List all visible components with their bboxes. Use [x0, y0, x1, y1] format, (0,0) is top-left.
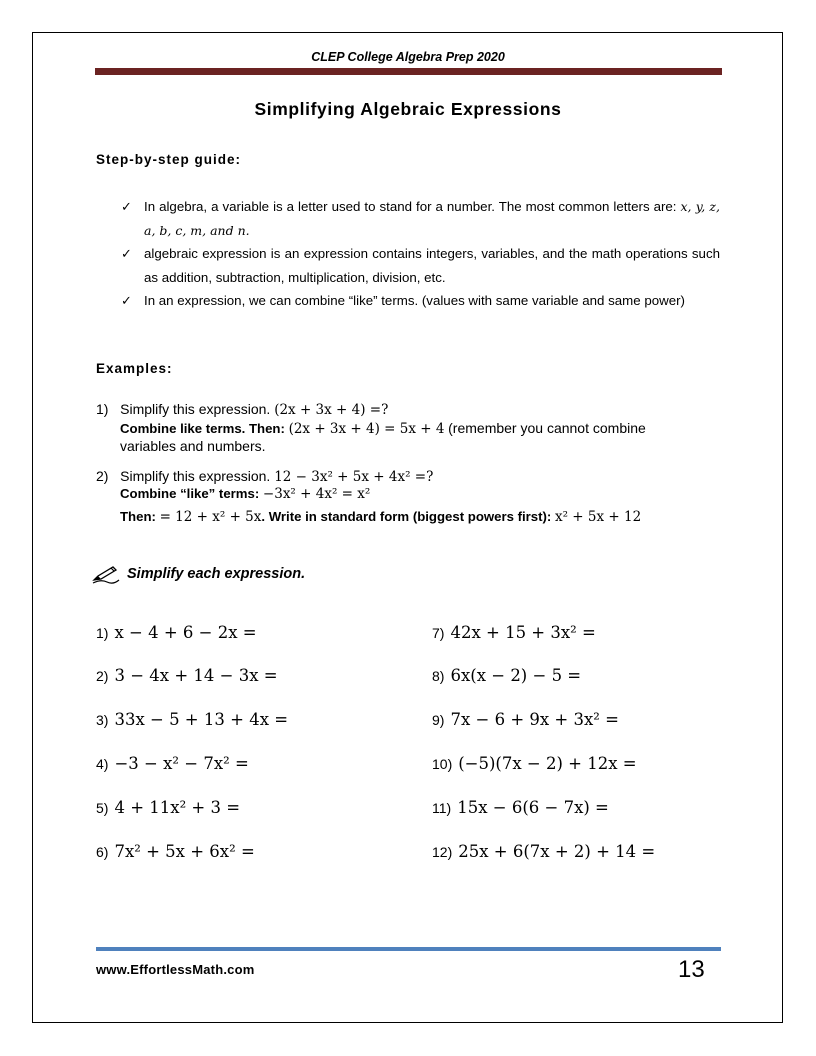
- problem-number: 4): [96, 756, 109, 772]
- combine-label: Combine “like” terms:: [120, 486, 260, 501]
- guide-item-math: x, y, z, a, b, c, m, and n.: [144, 199, 720, 238]
- example-1-note-cont: [120, 438, 736, 454]
- problem-number: 5): [96, 800, 109, 816]
- example-expression: 12 − 3x² + 5x + 4x² =?: [274, 469, 434, 485]
- example-2-line: [96, 468, 736, 485]
- checkmark-icon: ✓: [121, 293, 132, 308]
- example-expression: (2x + 3x + 4) =?: [274, 402, 389, 418]
- problem-number: 6): [96, 844, 109, 860]
- problem-12: [432, 842, 655, 861]
- instruction-text: Simplify each expression.: [127, 566, 306, 582]
- problem-11: [432, 798, 609, 817]
- guide-item: [118, 289, 720, 313]
- checkmark-icon: ✓: [121, 246, 132, 261]
- then-expression: = 12 + x² + 5x: [159, 509, 262, 525]
- then-label: Then:: [120, 509, 156, 524]
- problem-expression: 3 − 4x + 14 − 3x =: [114, 666, 278, 685]
- problem-expression: 4 + 11x² + 3 =: [114, 798, 241, 817]
- standard-form-expression: x² + 5x + 12: [554, 509, 642, 525]
- problem-expression: 7x² + 5x + 6x² =: [114, 842, 255, 861]
- guide-list: [118, 195, 720, 313]
- problem-expression: −3 − x² − 7x² =: [114, 754, 249, 773]
- solution-expression: (2x + 3x + 4) = 5x + 4: [288, 421, 445, 437]
- guide-item-text: In algebra, a variable is a letter used to stand for a number. The most common letters are:: [144, 199, 681, 214]
- example-text: Simplify this expression.: [120, 468, 271, 484]
- footer-rule: [96, 947, 721, 951]
- instruction: [91, 563, 305, 585]
- standard-form-label: . Write in standard form (biggest powers first):: [261, 509, 552, 524]
- problem-8: [432, 666, 581, 685]
- problem-number: 10): [432, 756, 453, 772]
- problem-number: 8): [432, 668, 445, 684]
- example-1: [96, 401, 736, 454]
- pencil-icon: [91, 563, 121, 585]
- problem-expression: 15x − 6(6 − 7x) =: [457, 798, 609, 817]
- guide-item: [118, 242, 720, 289]
- example-1-solution: [120, 420, 736, 437]
- problem-10: [432, 754, 637, 773]
- example-2-then: [120, 509, 736, 525]
- problem-expression: 25x + 6(7x + 2) + 14 =: [458, 842, 656, 861]
- page-title: Simplifying Algebraic Expressions: [254, 99, 562, 119]
- problem-1: [96, 623, 257, 642]
- solution-label: Combine like terms. Then:: [120, 421, 285, 436]
- example-2-combine: [120, 486, 736, 502]
- problem-4: [96, 754, 249, 773]
- problem-5: [96, 798, 240, 817]
- page-border: [32, 32, 783, 1023]
- problem-number: 1): [96, 625, 109, 641]
- guide-item-text: In an expression, we can combine “like” terms. (values with same variable and same power): [144, 293, 685, 308]
- problem-expression: (−5)(7x − 2) + 12x =: [458, 754, 637, 773]
- examples-heading: Examples:: [96, 361, 173, 376]
- problem-expression: 6x(x − 2) − 5 =: [450, 666, 582, 685]
- problem-6: [96, 842, 255, 861]
- example-1-line: [96, 401, 736, 418]
- footer-url[interactable]: www.EffortlessMath.com: [96, 962, 255, 977]
- problem-number: 12): [432, 844, 453, 860]
- problem-7: [432, 623, 596, 642]
- example-number: 2): [96, 468, 109, 484]
- problem-expression: x − 4 + 6 − 2x =: [114, 623, 257, 642]
- book-title: CLEP College Algebra Prep 2020: [311, 50, 505, 64]
- problem-number: 11): [432, 800, 452, 816]
- page-number: 13: [678, 956, 705, 983]
- solution-note-continued: variables and numbers.: [120, 438, 266, 454]
- guide-item-text: algebraic expression is an expression contains integers, variables, and the math operations such as addition, subtraction, multiplication, division, etc.: [144, 246, 720, 285]
- example-text: Simplify this expression.: [120, 401, 271, 417]
- problem-expression: 33x − 5 + 13 + 4x =: [114, 710, 289, 729]
- problem-3: [96, 710, 288, 729]
- problem-2: [96, 666, 278, 685]
- example-2: [96, 468, 736, 525]
- problem-expression: 42x + 15 + 3x² =: [450, 623, 596, 642]
- example-number: 1): [96, 401, 109, 417]
- problem-number: 7): [432, 625, 445, 641]
- problem-number: 3): [96, 712, 109, 728]
- problem-number: 2): [96, 668, 109, 684]
- guide-heading: Step-by-step guide:: [96, 152, 242, 167]
- problem-expression: 7x − 6 + 9x + 3x² =: [450, 710, 619, 729]
- problem-number: 9): [432, 712, 445, 728]
- checkmark-icon: ✓: [121, 199, 132, 214]
- guide-item: [118, 195, 720, 242]
- combine-expression: −3x² + 4x² = x²: [262, 486, 371, 502]
- solution-note: (remember you cannot combine: [448, 420, 646, 436]
- header-rule: [95, 68, 722, 75]
- problem-9: [432, 710, 619, 729]
